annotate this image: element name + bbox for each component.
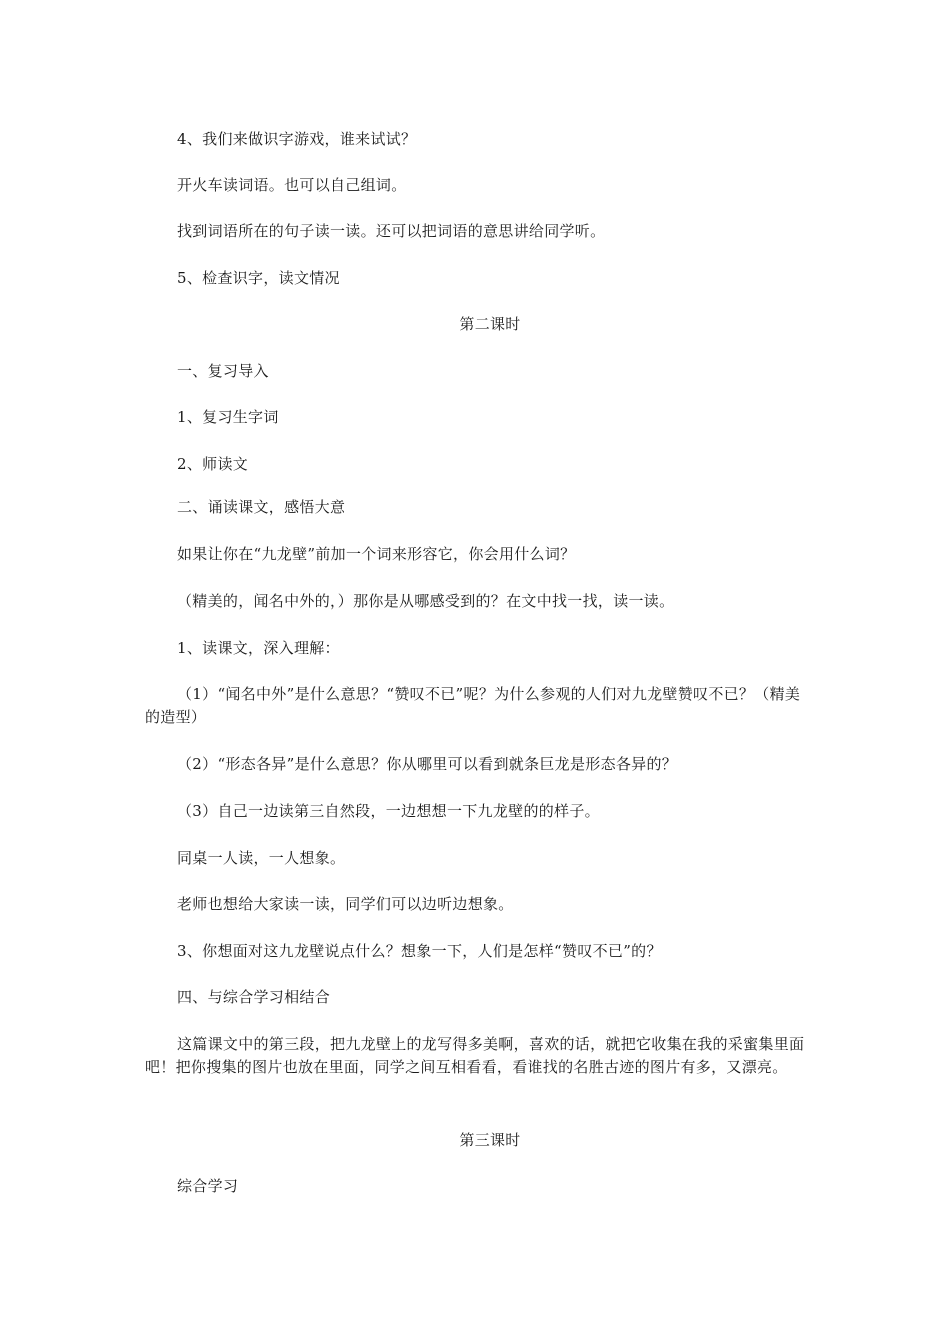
paragraph: 二、诵读课文，感悟大意 — [177, 498, 346, 516]
paragraph: （1）“闻名中外”是什么意思？“赞叹不已”呢？为什么参观的人们对九龙壁赞叹不已？（精美的造型） — [145, 685, 801, 726]
paragraph: 如果让你在“九龙壁”前加一个词来形容它，你会用什么词？ — [177, 545, 576, 563]
paragraph: 开火车读词语。也可以自己组词。 — [177, 176, 407, 194]
paragraph: 5、检查识字，读文情况 — [177, 269, 340, 287]
paragraph: 老师也想给大家读一读，同学们可以边听边想象。 — [177, 895, 514, 913]
paragraph: （精美的，闻名中外的，）那你是从哪感受到的？在文中找一找，读一读。 — [177, 592, 675, 610]
paragraph: 1、读课文，深入理解： — [177, 639, 340, 657]
paragraph: 同桌一人读，一人想象。 — [177, 849, 346, 867]
paragraph: （3）自己一边读第三自然段，一边想想一下九龙壁的的样子。 — [177, 802, 600, 820]
paragraph: 4、我们来做识字游戏，谁来试试？ — [177, 130, 417, 148]
paragraph: 四、与综合学习相结合 — [177, 988, 331, 1006]
paragraph: 综合学习 — [177, 1177, 239, 1195]
paragraph: （2）“形态各异”是什么意思？你从哪里可以看到就条巨龙是形态各异的？ — [177, 755, 678, 773]
section-heading: 第三课时 — [459, 1131, 521, 1149]
paragraph: 这篇课文中的第三段，把九龙壁上的龙写得多美啊，喜欢的话，就把它收集在我的采蜜集里面吧！把你搜集的图片也放在里面，同学之间互相看看，看谁找的名胜古迹的图片有多，又漂亮。 — [145, 1035, 805, 1076]
paragraph: 找到词语所在的句子读一读。还可以把词语的意思讲给同学听。 — [177, 222, 606, 240]
paragraph: 1、复习生字词 — [177, 408, 279, 426]
paragraph: 一、复习导入 — [177, 362, 269, 380]
paragraph: 3、你想面对这九龙壁说点什么？想象一下，人们是怎样“赞叹不已”的？ — [177, 942, 662, 960]
paragraph: 2、师读文 — [177, 455, 249, 473]
section-heading: 第二课时 — [459, 315, 521, 333]
